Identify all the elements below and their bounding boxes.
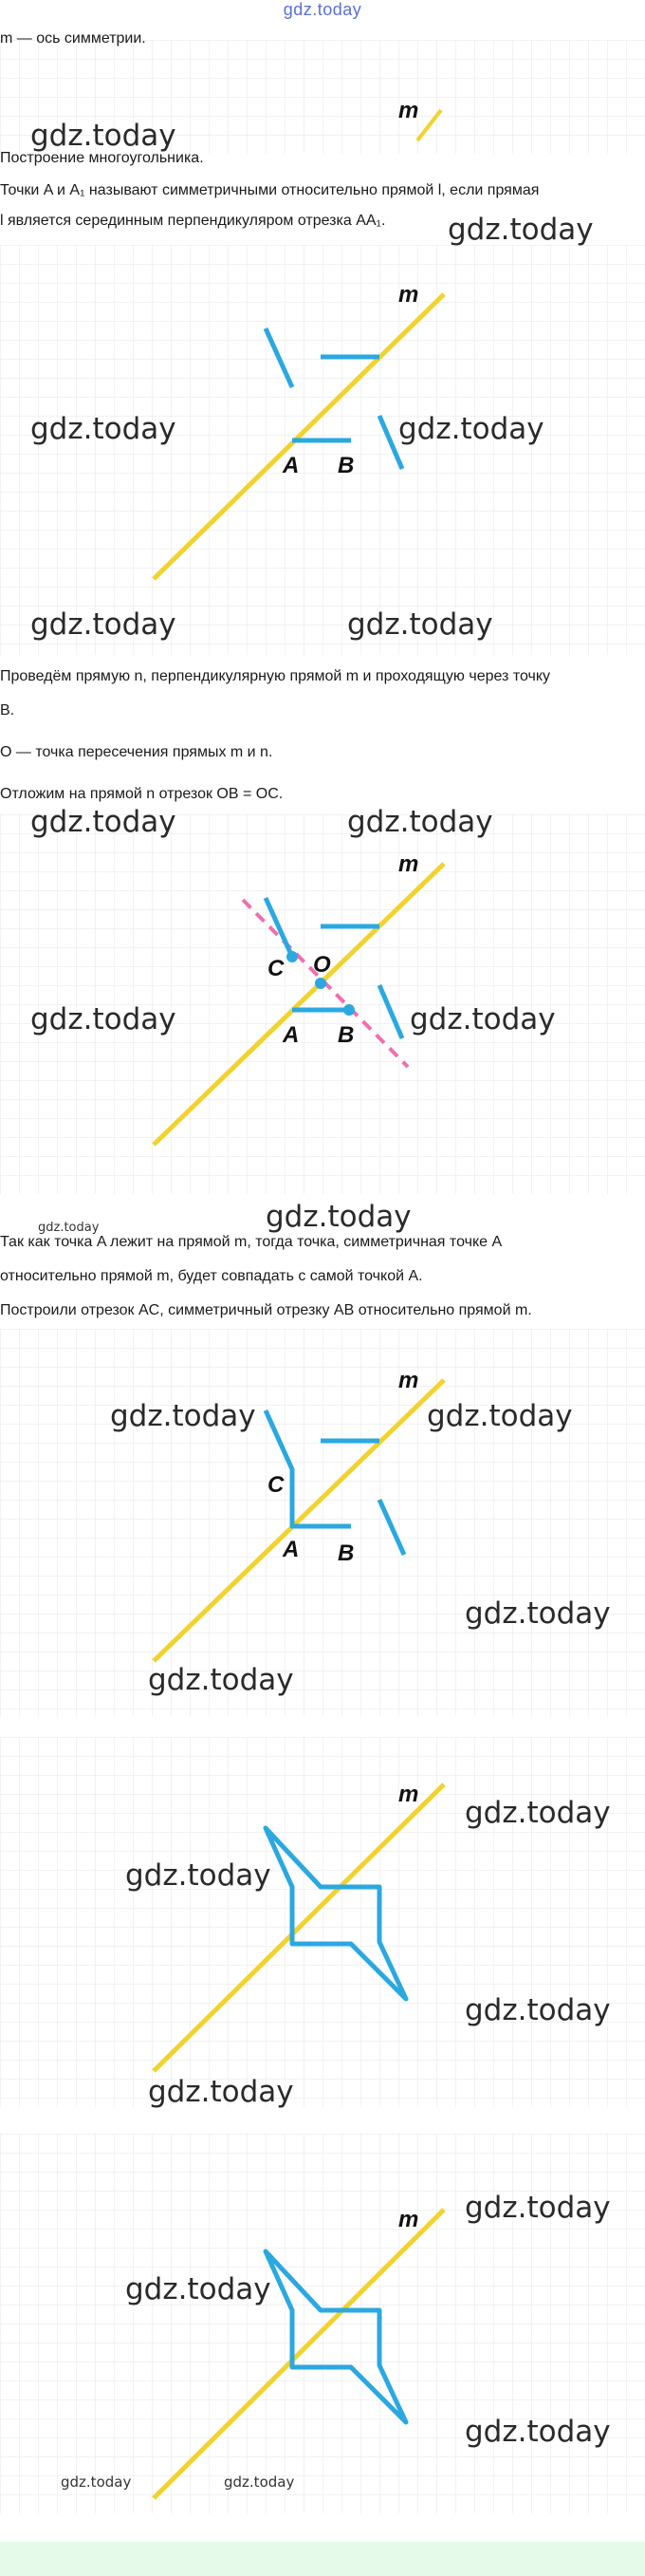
watermark: gdz.today — [427, 1399, 573, 1433]
label-c: C — [267, 1472, 285, 1498]
watermark: gdz.today — [38, 1221, 100, 1235]
watermark: gdz.today — [148, 1663, 294, 1697]
watermark: gdz.today — [125, 1858, 271, 1893]
step-o-text: O — точка пересечения прямых m и n. — [0, 744, 273, 760]
point-c — [286, 951, 298, 962]
label-m: m — [398, 2207, 419, 2232]
definition-line-1: Точки A и A₁ называют симметричными относительно прямой l, если прямая — [0, 182, 540, 198]
watermark: gdz.today — [266, 1200, 412, 1234]
label-m: m — [398, 1368, 419, 1393]
watermark: gdz.today — [398, 412, 544, 446]
label-b: B — [338, 453, 355, 478]
watermark: gdz.today — [465, 1596, 611, 1631]
point-o — [315, 978, 326, 989]
label-o: O — [313, 952, 331, 978]
label-m: m — [398, 1782, 419, 1807]
watermark: gdz.today — [465, 1796, 611, 1830]
label-c: C — [267, 956, 285, 981]
watermark: gdz.today — [30, 607, 176, 642]
line-axis-text: m — ось симметрии. — [0, 30, 146, 47]
watermark: gdz.today — [30, 805, 176, 839]
watermark: gdz.today — [125, 2272, 271, 2306]
watermark: gdz.today — [465, 2191, 611, 2225]
watermark: gdz.today — [347, 607, 493, 642]
footer-band — [0, 2542, 645, 2576]
label-m: m — [398, 98, 419, 123]
step-a-line-1: Так как точка A лежит на прямой m, тогда точка, симметричная точке A — [0, 1234, 503, 1250]
label-a: A — [283, 1537, 300, 1562]
step-a-line-2: относительно прямой m, будет совпадать с самой точкой A. — [0, 1268, 423, 1284]
watermark: gdz.today — [30, 1002, 176, 1036]
figure-3 — [0, 1329, 645, 1716]
watermark: gdz.today — [224, 2473, 295, 2491]
watermark: gdz.today — [30, 119, 176, 153]
watermark: gdz.today — [465, 1993, 611, 2027]
watermark: gdz.today — [448, 213, 594, 247]
watermark: gdz.today — [410, 1002, 556, 1036]
polygon-heading: Построение многоугольника. — [0, 150, 204, 166]
label-b: B — [338, 1540, 355, 1566]
watermark: gdz.today — [465, 2415, 611, 2449]
figure-1 — [0, 245, 645, 655]
step-n-line-1: Проведём прямую n, перпендикулярную прямой m и проходящую через точку — [0, 668, 551, 684]
label-b: B — [338, 1022, 355, 1048]
label-a: A — [283, 1022, 300, 1048]
site-logo[interactable]: gdz.today — [283, 0, 362, 19]
figure-4 — [0, 1737, 645, 2107]
point-b — [343, 1004, 355, 1016]
watermark: gdz.today — [30, 412, 176, 446]
watermark: gdz.today — [148, 2075, 294, 2109]
watermark: gdz.today — [347, 805, 493, 839]
step-n-line-2: B. — [0, 702, 15, 719]
label-a: A — [283, 453, 300, 478]
step-ac-text: Построили отрезок AC, симметричный отрезку AB относительно прямой m. — [0, 1302, 532, 1318]
watermark: gdz.today — [110, 1399, 256, 1433]
label-m: m — [398, 282, 419, 308]
watermark: gdz.today — [61, 2473, 132, 2491]
label-m: m — [398, 851, 419, 877]
definition-line-2: l является серединным перпендикуляром отрезка AA₁. — [0, 213, 386, 229]
step-ob-text: Отложим на прямой n отрезок OB = OC. — [0, 786, 284, 802]
